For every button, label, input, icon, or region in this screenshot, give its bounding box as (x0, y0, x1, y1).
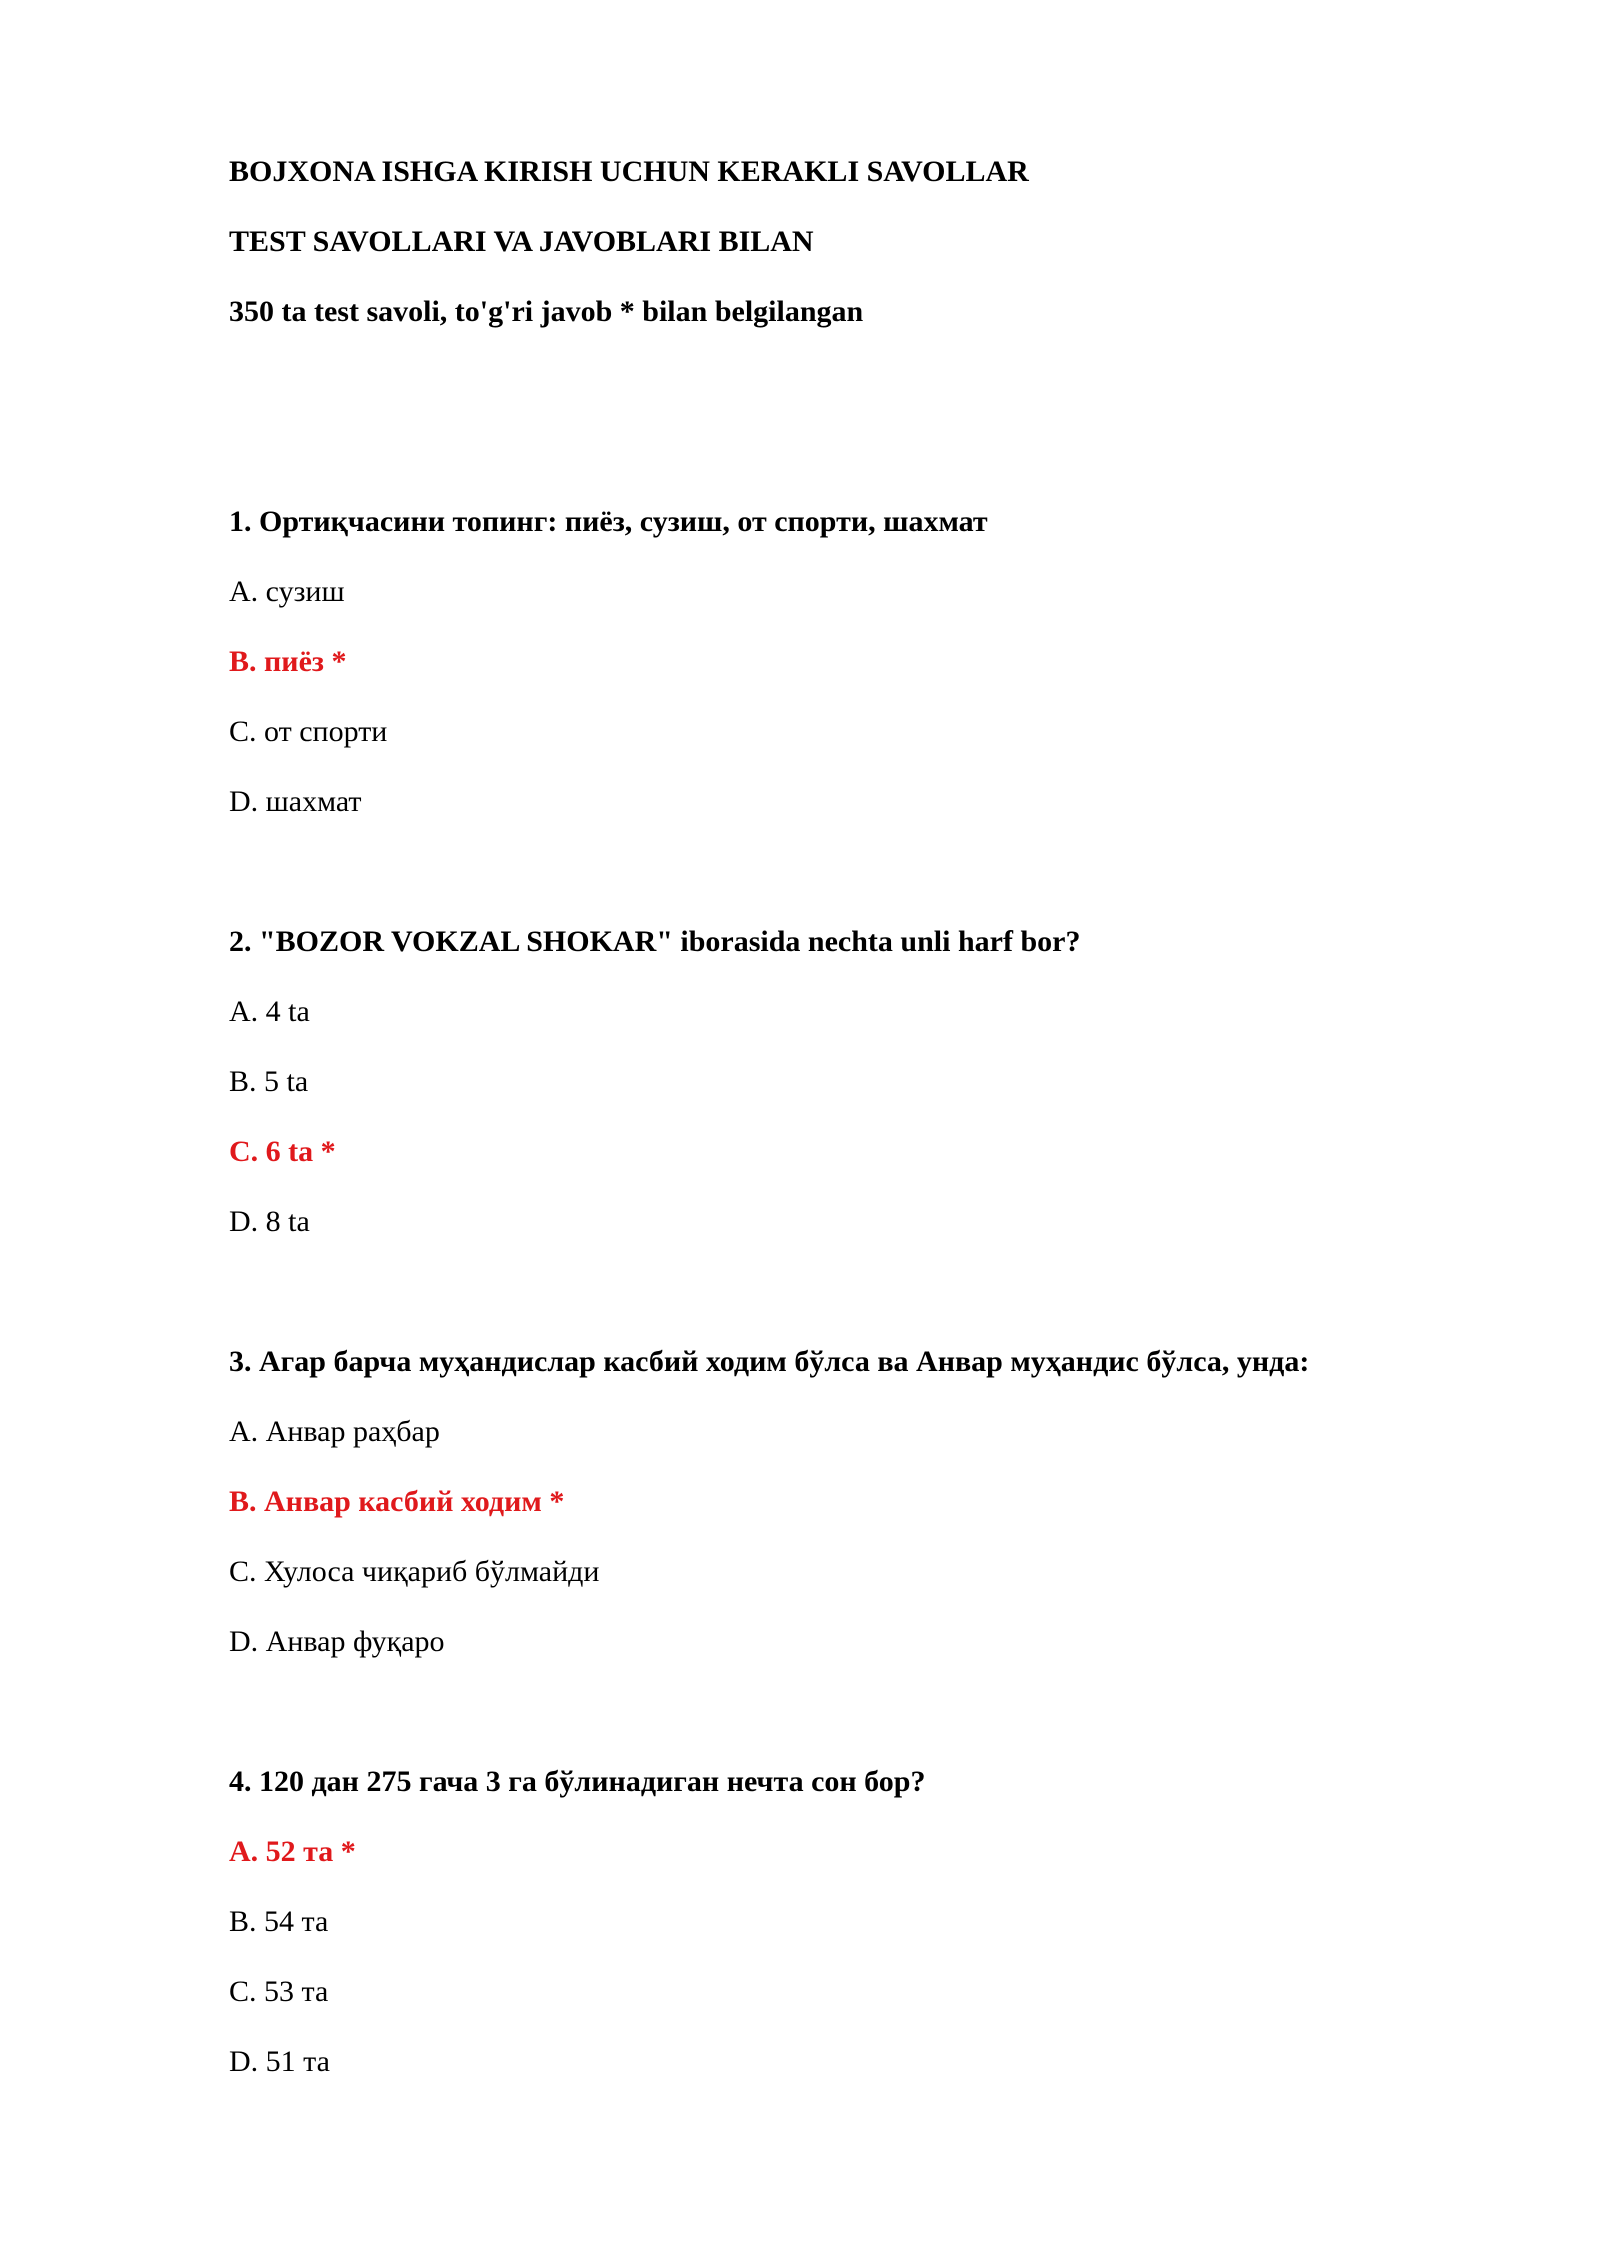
question-4-option-b: B. 54 та (229, 1905, 329, 1938)
question-2-option-b: B. 5 ta (229, 1065, 309, 1098)
question-3-option-d: D. Анвар фуқаро (229, 1625, 445, 1658)
question-2-text: 2. "BOZOR VOKZAL SHOKAR" iborasida nechta unli harf bor? (229, 925, 1081, 958)
question-1-option-c: C. от спорти (229, 715, 388, 748)
question-3-option-c: C. Хулоса чиқариб бўлмайди (229, 1555, 600, 1588)
question-1-option-b-correct: B. пиёз * (229, 645, 347, 678)
question-4-option-a-correct: A. 52 та * (229, 1835, 356, 1868)
question-2-option-a: A. 4 ta (229, 995, 310, 1028)
question-2-option-c-correct: C. 6 ta * (229, 1135, 336, 1168)
document-title: BOJXONA ISHGA KIRISH UCHUN KERAKLI SAVOLLAR (229, 155, 1029, 188)
question-1-text: 1. Ортиқчасини топинг: пиёз, сузиш, от спорти, шахмат (229, 505, 988, 538)
question-1-option-d: D. шахмат (229, 785, 362, 818)
question-2-option-d: D. 8 ta (229, 1205, 310, 1238)
document-note: 350 ta test savoli, to'g'ri javob * bilan belgilangan (229, 295, 864, 328)
question-4-option-d: D. 51 та (229, 2045, 330, 2078)
question-4-option-c: C. 53 та (229, 1975, 329, 2008)
question-3-text: 3. Агар барча муҳандислар касбий ходим бўлса ва Анвар муҳандис бўлса, унда: (229, 1345, 1310, 1378)
question-3-option-a: A. Анвар раҳбар (229, 1415, 440, 1448)
question-1-option-a: A. сузиш (229, 575, 345, 608)
question-4-text: 4. 120 дан 275 гача 3 га бўлинадиган нечта сон бор? (229, 1765, 926, 1798)
document-subtitle: TEST SAVOLLARI VA JAVOBLARI BILAN (229, 225, 814, 258)
question-3-option-b-correct: B. Анвар касбий ходим * (229, 1485, 565, 1518)
